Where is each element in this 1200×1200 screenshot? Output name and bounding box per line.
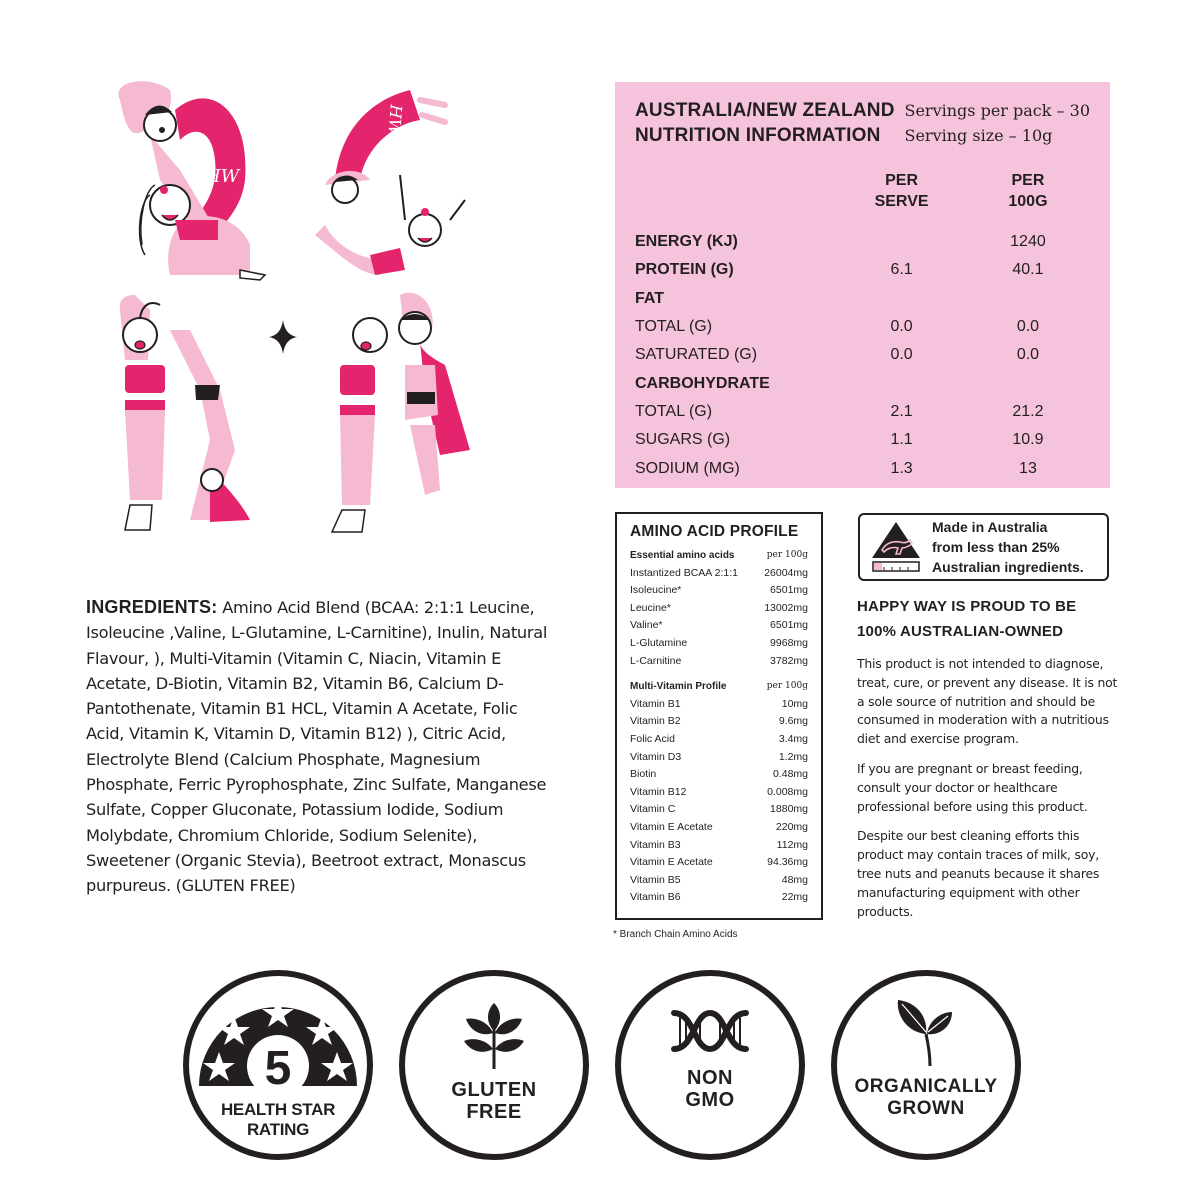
nutrition-row	[635, 398, 1090, 426]
organically-grown-badge: ORGANICALLY GROWN	[831, 970, 1021, 1160]
nutrient-amount: 6501mg	[770, 584, 808, 597]
per-100g-value: 21.2	[1012, 402, 1044, 420]
nutrient-name: Isoleucine*	[630, 584, 682, 597]
health-star-rating-badge: 5 HEALTH STAR RATING	[183, 970, 373, 1160]
per-serve-header: PER SERVE	[874, 172, 929, 210]
nutrient-amount: 0.48mg	[772, 768, 808, 781]
figure-a-left-illustration	[120, 295, 250, 530]
nutrient-name: Vitamin B12	[630, 785, 687, 798]
nutrient-list-item	[630, 784, 808, 802]
nutrient-list-item	[630, 635, 808, 653]
serving-info	[905, 98, 1091, 148]
essential-amino-header: Essential amino acids per 100g	[630, 550, 808, 561]
nutrient-list-item	[630, 731, 808, 749]
disclaimer-medical: This product is not intended to diagnose, treat, cure, or prevent any disease. It is not a sole source of nutrition and should be consumed in moderation with a nutritious diet and exercise program.	[857, 656, 1118, 747]
multivitamin-header: Multi-Vitamin Profile per 100g	[630, 681, 808, 693]
nutrition-row	[635, 341, 1090, 369]
non-gmo-badge: NON GMO	[615, 970, 805, 1160]
per-serve-value: 2.1	[890, 402, 913, 420]
ingredients-text: Amino Acid Blend (BCAA: 2:1:1 Leucine, Isoleucine ,Valine, L-Glutamine, L-Carnitine), Inulin, Natural Flavour, ), Multi-Vitamin (Vitamin C, Niacin, Vitamin E Acetate, D-Biotin, Vitamin B2, Vitamin B6, Calcium D-Pantothenate, Vitamin B1 HCL, Vitamin A Acetate, Folic Acid, Vitamin K, Vitamin D, Vitamin B12) ), Citric Acid, Electrolyte Blend (Calcium Phosphate, Magnesium Phosphate, Ferric Pyrophosphate, Zinc Sulfate, Manganese Sulfate, Copper Gluconate, Potassium Iodide, Sodium Molybdate, Chromium Chloride, Sodium Selenite), Sweetener (Organic Stevia), Beetroot extract, Monascus purpureus. (GLUTEN FREE)	[86, 598, 548, 896]
multivitamin-list	[630, 696, 808, 907]
nutrient-name: Vitamin C	[630, 803, 676, 816]
nutrient-list-item	[630, 766, 808, 784]
nutrient-amount: 9968mg	[770, 636, 808, 649]
disclaimer-allergen: Despite our best cleaning efforts this product may contain traces of milk, soy, tree nuts and peanuts because it shares manufacturing equipment with other products.	[857, 828, 1100, 919]
kangaroo-triangle-icon	[870, 520, 922, 574]
nutrient-amount: 94.36mg	[767, 856, 808, 869]
certification-badges	[183, 970, 1023, 1170]
per-serve-value: 1.1	[890, 431, 913, 449]
nutrient-name: Leucine*	[630, 601, 671, 614]
per-100g-value: 10.9	[1012, 431, 1044, 449]
nutrient-name: Vitamin B3	[630, 838, 681, 851]
nutrient-name: Biotin	[630, 768, 657, 781]
per-100g-header: PER 100G	[1008, 172, 1048, 210]
wheat-leaf-icon	[462, 1001, 526, 1071]
per-100g-value: 0.0	[1016, 318, 1040, 336]
nutrient-list-item	[630, 801, 808, 819]
nutrient-name: Vitamin E Acetate	[630, 856, 713, 869]
nutrient-label: ENERGY (KJ)	[635, 233, 738, 251]
per-serve-value: 1.3	[890, 459, 913, 477]
australian-owned-statement: HAPPY WAY IS PROUD TO BE 100% AUSTRALIAN-OWNED	[857, 598, 1077, 640]
nutrition-row	[635, 313, 1090, 341]
nutrient-amount: 3782mg	[770, 654, 808, 667]
nutrient-name: Vitamin B5	[630, 873, 681, 886]
per-serve-value: 6.1	[890, 261, 913, 279]
nutrient-label: TOTAL (G)	[635, 318, 713, 336]
nutrient-name: Vitamin B2	[630, 715, 681, 728]
nutrient-label: TOTAL (G)	[635, 402, 713, 420]
nutrient-name: L-Carnitine	[630, 654, 682, 667]
sprout-icon	[896, 998, 956, 1068]
per-100g-value: 40.1	[1012, 261, 1044, 279]
nutrient-amount: 9.6mg	[778, 715, 808, 728]
nutrient-name: Vitamin E Acetate	[630, 820, 713, 833]
nutrition-row	[635, 426, 1090, 454]
nutrient-amount: 26004mg	[764, 566, 808, 579]
nutrient-amount: 1.2mg	[778, 750, 808, 763]
nutrient-label: FAT	[635, 289, 665, 307]
nutrient-amount: 22mg	[781, 891, 808, 904]
character-illustration	[100, 70, 500, 550]
disclaimer-pregnancy: If you are pregnant or breast feeding, consult your doctor or healthcare professional before using this product.	[857, 760, 1088, 814]
per-100g-value: 1240	[1010, 233, 1046, 251]
nutrient-list-item	[630, 749, 808, 767]
nutrient-list-item	[630, 653, 808, 671]
nutrient-list-item	[630, 819, 808, 837]
nutrient-amount: 0.008mg	[767, 785, 808, 798]
essential-amino-list	[630, 565, 808, 671]
nutrient-amount: 3.4mg	[778, 732, 808, 745]
nutrient-label: PROTEIN (G)	[635, 261, 734, 279]
nutrition-row	[635, 454, 1090, 482]
nutrient-name: Instantized BCAA 2:1:1	[630, 566, 738, 579]
nutrient-amount: 48mg	[781, 873, 808, 886]
svg-text:HW: HW	[384, 103, 406, 136]
figure-a-right-illustration	[332, 293, 470, 532]
nutrient-list-item	[630, 889, 808, 907]
nutrient-name: Vitamin D3	[630, 750, 682, 763]
nutrient-list-item	[630, 837, 808, 855]
sparkle-icon	[269, 320, 297, 354]
nutrition-row	[635, 285, 1090, 313]
nutrition-row	[635, 256, 1090, 284]
dna-icon	[670, 1009, 750, 1053]
nutrient-amount: 1880mg	[770, 803, 808, 816]
disclaimer	[857, 655, 1119, 932]
amino-acid-profile	[615, 512, 823, 920]
nutrition-row	[635, 369, 1090, 397]
nutrition-title: AUSTRALIA/NEW ZEALAND NUTRITION INFORMATION	[635, 100, 895, 146]
per-serve-value: 0.0	[890, 346, 913, 364]
serving-size: Serving size – 10g	[904, 126, 1053, 145]
nutrient-list-item	[630, 713, 808, 731]
nutrient-amount: 112mg	[776, 838, 808, 851]
nutrition-column-headers	[635, 170, 1090, 220]
servings-per-pack: Servings per pack – 30	[904, 101, 1090, 120]
nutrient-name: Valine*	[630, 619, 663, 632]
nutrient-list-item	[630, 600, 808, 618]
svg-text:5: 5	[264, 1042, 292, 1095]
figure-c-illustration	[315, 90, 465, 275]
made-in-australia-badge: Made in Australia from less than 25% Australian ingredients.	[858, 513, 1109, 581]
nutrition-information-panel	[615, 82, 1110, 488]
nutrient-amount: 13002mg	[764, 601, 808, 614]
per-100g-value: 13	[1019, 459, 1037, 477]
nutrient-name: L-Glutamine	[630, 636, 688, 649]
nutrient-name: Vitamin B6	[630, 891, 681, 904]
per-serve-value: 0.0	[890, 318, 913, 336]
nutrient-label: SATURATED (G)	[635, 346, 758, 364]
nutrient-label: SODIUM (MG)	[635, 459, 740, 477]
nutrient-list-item	[630, 617, 808, 635]
nutrient-amount: 6501mg	[770, 619, 808, 632]
bcaa-footnote: * Branch Chain Amino Acids	[613, 929, 738, 940]
nutrient-list-item	[630, 582, 808, 600]
nutrient-list-item	[630, 854, 808, 872]
per-100g-value: 0.0	[1016, 346, 1040, 364]
nutrient-list-item	[630, 565, 808, 583]
svg-text:HW: HW	[205, 166, 240, 187]
ingredients-list	[86, 595, 556, 899]
gluten-free-badge: GLUTEN FREE	[399, 970, 589, 1160]
nutrition-row	[635, 228, 1090, 256]
nutrient-name: Folic Acid	[630, 732, 675, 745]
nutrient-name: Vitamin B1	[630, 697, 681, 710]
nutrition-rows	[635, 228, 1090, 483]
ingredients-heading: INGREDIENTS:	[86, 597, 218, 617]
amino-title: AMINO ACID PROFILE	[630, 523, 799, 540]
nutrient-amount: 220mg	[775, 820, 808, 833]
nutrient-label: CARBOHYDRATE	[635, 374, 770, 392]
figure-two-illustration	[118, 81, 265, 280]
nutrient-list-item	[630, 872, 808, 890]
nutrient-label: SUGARS (G)	[635, 431, 731, 449]
nutrient-amount: 10mg	[781, 697, 808, 710]
nutrient-list-item	[630, 696, 808, 714]
